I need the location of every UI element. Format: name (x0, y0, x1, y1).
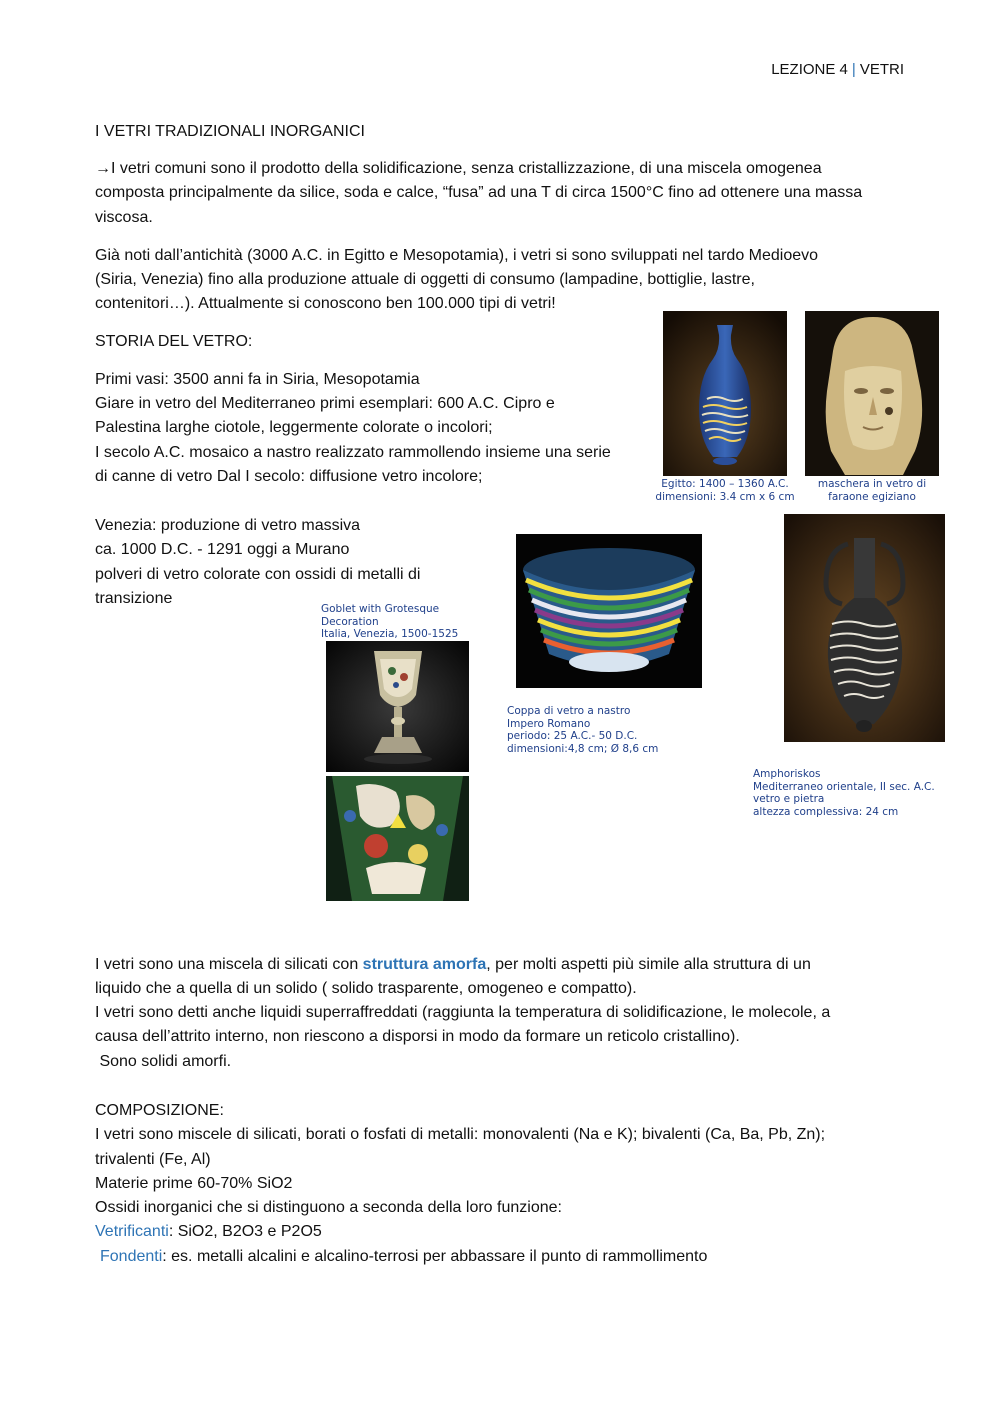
venezia-line-4: transizione (95, 590, 173, 607)
header-lesson: LEZIONE 4 (771, 61, 848, 78)
amphoriskos-caption (753, 768, 935, 818)
goblet-detail-image (326, 776, 469, 901)
caption-line: dimensioni: 3.4 cm x 6 cm (655, 490, 795, 503)
amorfa-line-2: liquido che a quella di un solido ( solido trasparente, omogeneo e compatto). (95, 980, 637, 997)
composizione-line-1: I vetri sono miscele di silicati, borati o fosfati di metalli: monovalenti (Na e K); bivalenti (Ca, Ba, Pb, Zn); (95, 1126, 826, 1143)
roman-bowl-image (516, 534, 702, 688)
section-title: I VETRI TRADIZIONALI INORGANICI (95, 123, 365, 140)
composizione-line-4: Ossidi inorganici che si distinguono a seconda della loro funzione: (95, 1199, 562, 1216)
vetrificanti-line (95, 1220, 322, 1245)
history-line-3: contenitori…). Attualmente si conoscono ben 100.000 tipi di vetri! (95, 295, 556, 312)
intro-line-2: composta principalmente da silice, soda e calce, “fusa” ad una T di circa 1500°C fino ad ottenere una massa (95, 184, 863, 201)
pharaoh-mask-image (805, 311, 939, 476)
caption-line: vetro e pietra (753, 793, 825, 805)
caption-line: Coppa di vetro a nastro (507, 705, 631, 717)
maschera-caption (800, 478, 944, 503)
egitto-caption (648, 478, 802, 503)
venezia-line-3: polveri di vetro colorate con ossidi di metalli di (95, 566, 421, 583)
caption-line: Italia, Venezia, 1500-1525 (321, 628, 459, 640)
caption-line: dimensioni:4,8 cm; Ø 8,6 cm (507, 742, 659, 755)
storia-line-3: Palestina larghe ciotole, leggermente colorate o incolori; (95, 419, 493, 436)
header-separator: | (851, 61, 856, 78)
caption-line: Impero Romano (507, 717, 591, 730)
fondenti-term: Fondenti (100, 1248, 163, 1265)
composizione-line-3: Materie prime 60-70% SiO2 (95, 1175, 293, 1192)
storia-line-2: Giare in vetro del Mediterraneo primi esemplari: 600 A.C. Cipro e (95, 395, 555, 412)
page-header (771, 61, 904, 78)
composizione-line-2: trivalenti (Fe, Al) (95, 1151, 211, 1168)
caption-line: faraone egiziano (828, 490, 916, 503)
venezia-line-2: ca. 1000 D.C. - 1291 oggi a Murano (95, 541, 350, 558)
header-topic: VETRI (859, 61, 904, 78)
goblet-image (326, 641, 469, 772)
storia-line-4: I secolo A.C. mosaico a nastro realizzato rammollendo insieme una serie (95, 444, 611, 461)
caption-line: Amphoriskos (753, 768, 821, 780)
storia-line-5: di canne di vetro Dal I secolo: diffusione vetro incolore; (95, 468, 483, 485)
coppa-caption (507, 705, 658, 755)
history-line-2: (Siria, Venezia) fino alla produzione attuale di oggetti di consumo (lampadine, bottiglie, lastre, (95, 271, 755, 288)
caption-line: Goblet with Grotesque (321, 603, 440, 615)
caption-line: Mediterraneo orientale, II sec. A.C. (753, 780, 935, 793)
caption-line: altezza complessiva: 24 cm (753, 805, 899, 818)
composizione-heading: COMPOSIZIONE: (95, 1102, 224, 1119)
goblet-caption (321, 603, 458, 641)
amphoriskos-image (784, 514, 945, 742)
caption-line: Decoration (321, 615, 379, 628)
storia-heading: STORIA DEL VETRO: (95, 333, 253, 350)
storia-line-1: Primi vasi: 3500 anni fa in Siria, Mesopotamia (95, 371, 420, 388)
vetrificanti-term: Vetrificanti (95, 1223, 169, 1240)
fondenti-line (100, 1245, 707, 1270)
amorfa-line-4: causa dell’attrito interno, non riescono a disporsi in modo da formare un reticolo cristallino). (95, 1028, 740, 1045)
amorfa-line-1 (95, 953, 811, 978)
amorfa-line-5: Sono solidi amorfi. (95, 1053, 232, 1070)
struttura-amorfa-highlight: struttura amorfa (362, 956, 487, 973)
venezia-line-1: Venezia: produzione di vetro massiva (95, 517, 361, 534)
intro-line-3: viscosa. (95, 209, 153, 226)
egyptian-vase-image (663, 311, 787, 476)
fondenti-text: : es. metalli alcalini e alcalino-terrosi per abbassare il punto di rammollimento (162, 1248, 708, 1265)
caption-line: Egitto: 1400 – 1360 A.C. (661, 478, 789, 490)
caption-line: maschera in vetro di (817, 478, 927, 490)
vetrificanti-text: : SiO2, B2O3 e P2O5 (168, 1223, 322, 1240)
caption-line: periodo: 25 A.C.- 50 D.C. (507, 730, 638, 742)
history-line-1: Già noti dall’antichità (3000 A.C. in Egitto e Mesopotamia), i vetri si sono sviluppati nel tardo Medioevo (95, 247, 819, 264)
intro-line-1: →I vetri comuni sono il prodotto della solidificazione, senza cristallizzazione, di una miscela omogenea (95, 160, 822, 177)
amorfa-line-3: I vetri sono detti anche liquidi superraffreddati (raggiunta la temperatura di solidificazione, le molecole, a (95, 1004, 831, 1021)
amorfa-line-1-post: , per molti aspetti più simile alla struttura di un (486, 956, 811, 973)
amorfa-line-1-pre: I vetri sono una miscela di silicati con (95, 956, 363, 973)
